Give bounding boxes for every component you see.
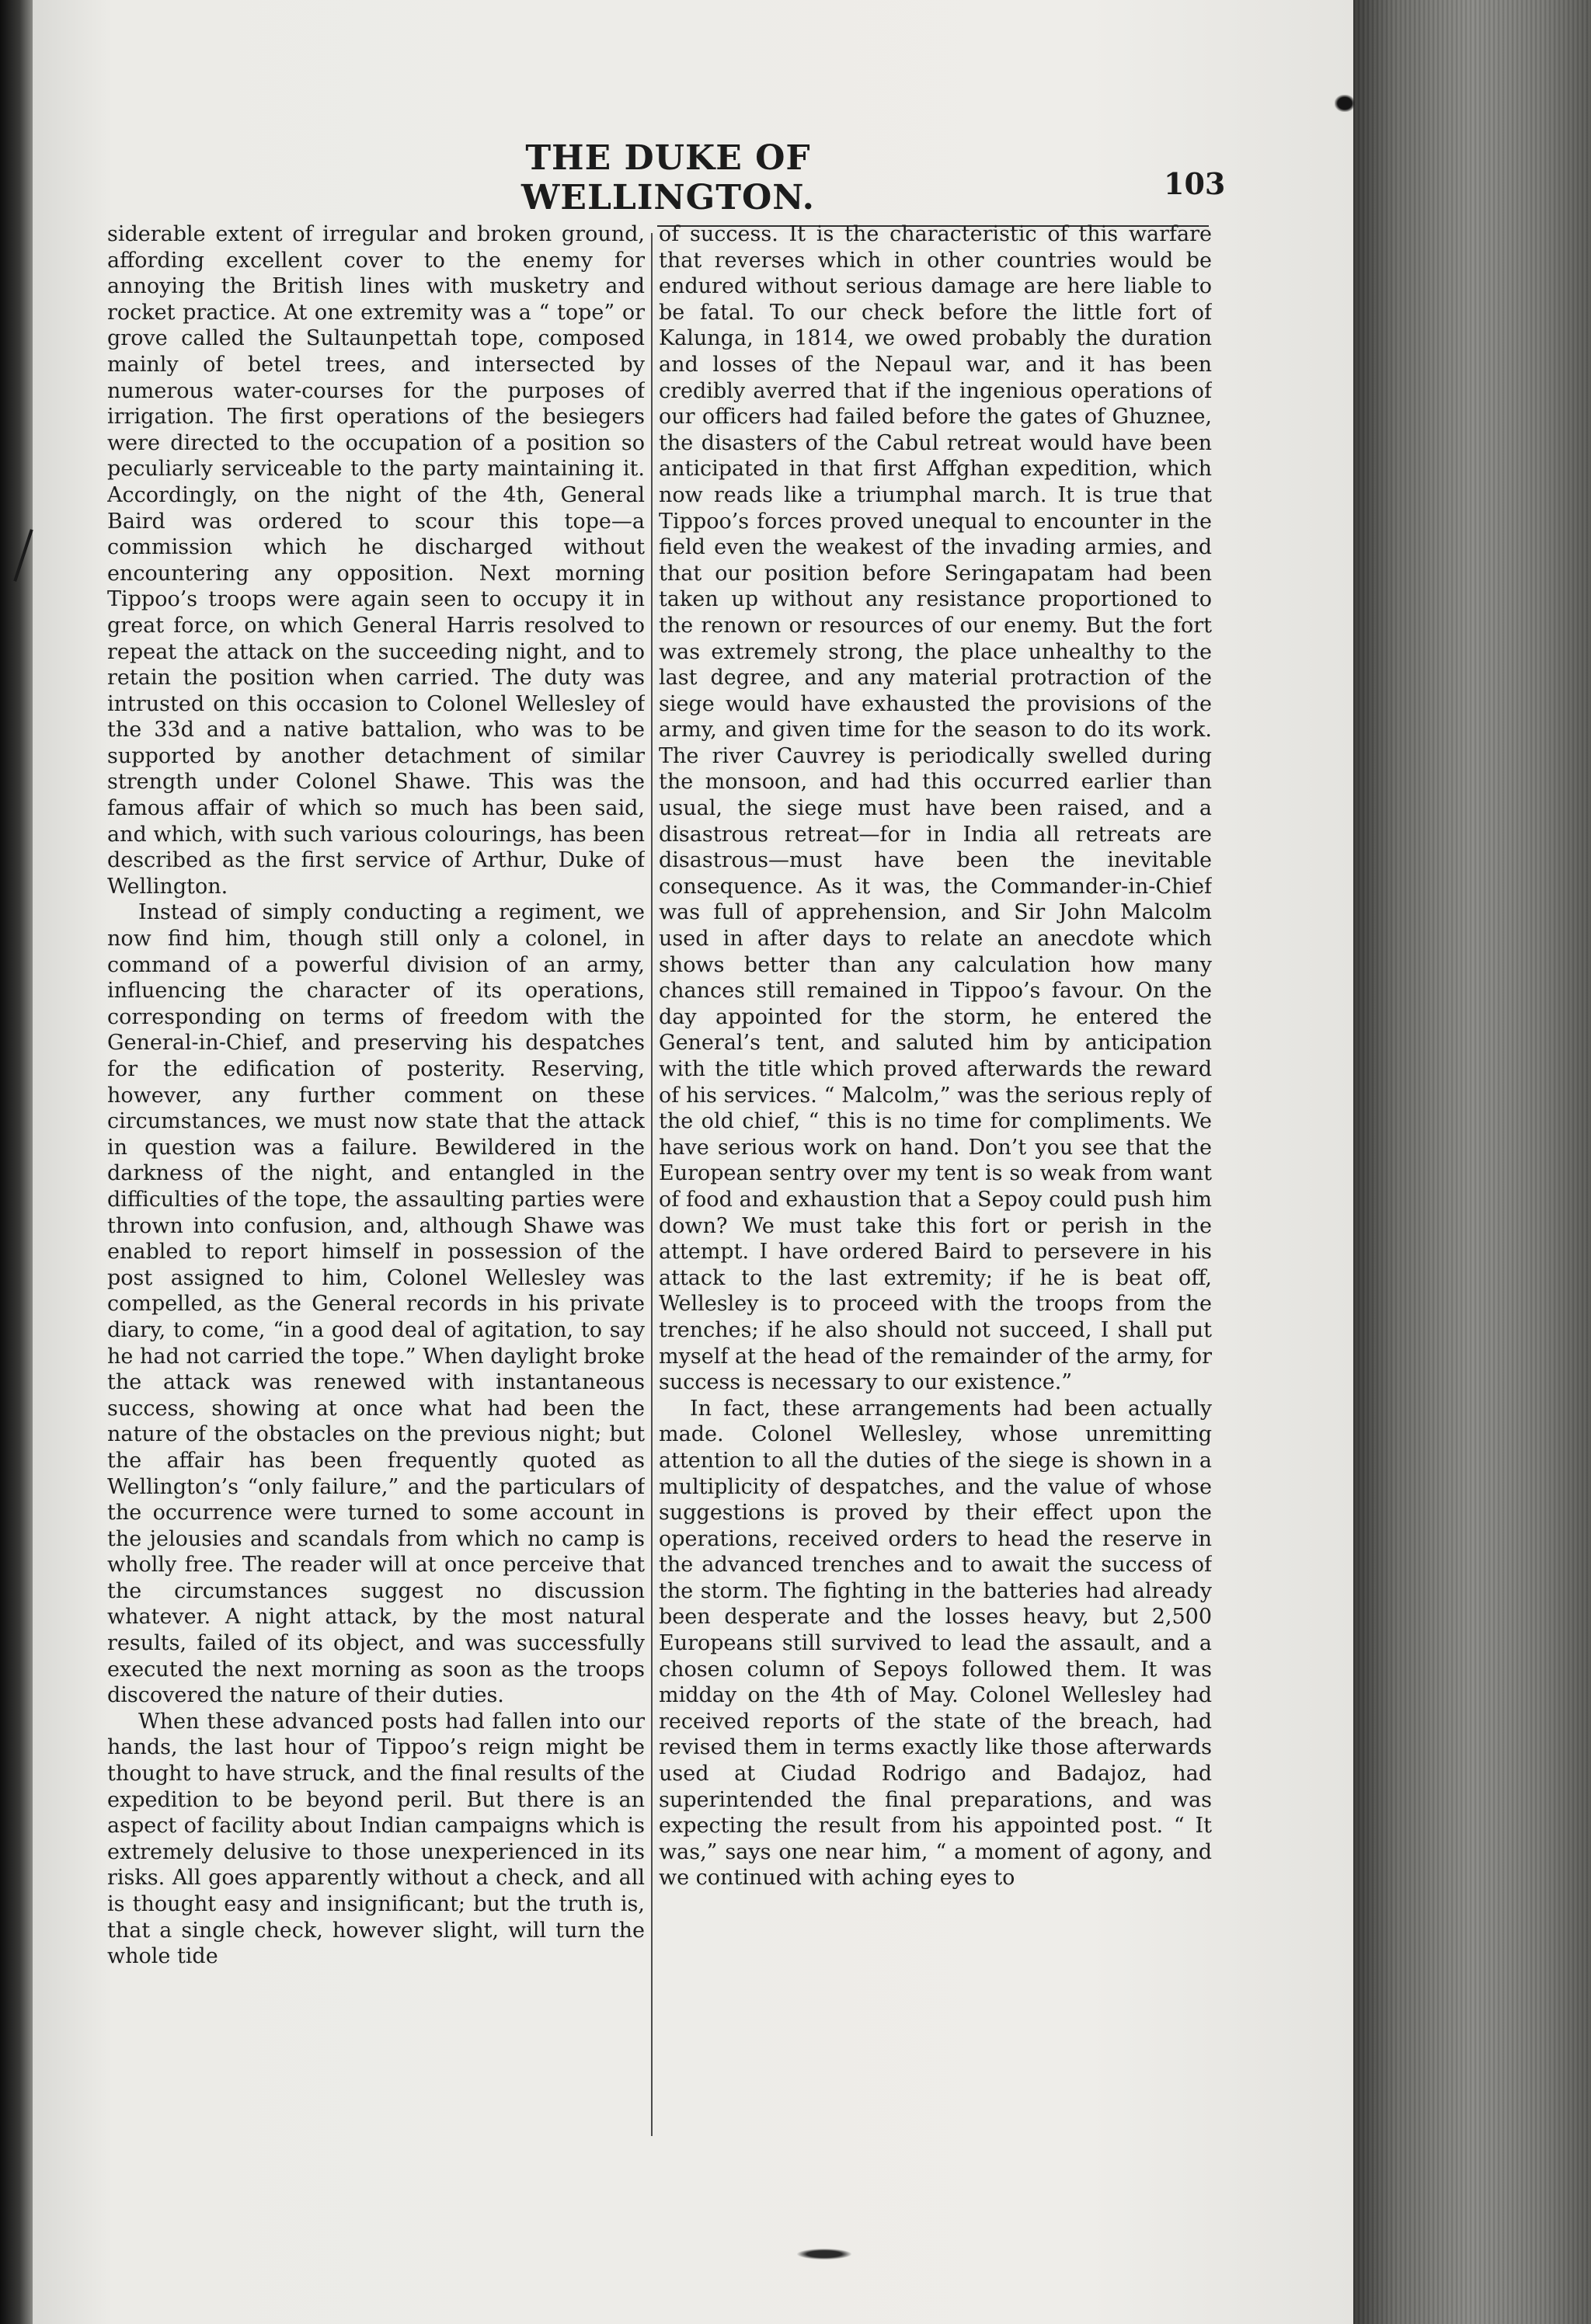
ink-blot [1335, 95, 1355, 112]
column-rule [651, 233, 653, 2136]
paragraph: Instead of simply conducting a regiment, we now find him, though still only a colonel, in command of a powerful division of an army, influencing the character of its operations, corresponding on terms of freedom with the General-in-Chief, and preserving his despatches for the edification of posterity. Reserving, however, any further comment on these circumstances, we must now state that the attack in question was a failure. Bewildered in the darkness of the night, and entangled in the difficulties of the tope, the assaulting parties were thrown into confusion, and, although Shawe was enabled to report himself in possession of the post assigned to him, Colonel Wellesley was compelled, as the General records in his private diary, to come, “in a good deal of agitation, to say he had not carried the tope.” When daylight broke the attack was renewed with instantaneous success, showing at once what had been the nature of the obstacles on the previous night; but the affair has been frequently quoted as Wellington’s “only failure,” and the particulars of the occurrence were turned to some account in the jelousies and scandals from which no camp is wholly free. The reader will at once perceive that the circumstances suggest no discussion whatever. A night attack, by the most natural results, failed of its object, and was successfully executed the next morning as soon as the troops discovered the nature of their duties. [107, 900, 645, 1708]
left-column [107, 221, 645, 2132]
paragraph: In fact, these arrangements had been actually made. Colonel Wellesley, whose unremitting attention to all the duties of the siege is shown in a multiplicity of despatches, and the value of whose suggestions is proved by their effect upon the operations, received orders to head the reserve in the advanced trenches and to await the success of the storm. The fighting in the batteries had already been desperate and the losses heavy, but 2,500 Europeans still survived to lead the assault, and a chosen column of Sepoys followed them. It was midday on the 4th of May. Colonel Wellesley had received reports of the state of the breach, had revised them in terms exactly like those afterwards used at Ciudad Rodrigo and Badajoz, had superintended the final preparations, and was expecting the result from his appointed post. “ It was,” says one near him, “ a moment of agony, and we continued with aching eyes to [659, 1396, 1212, 1891]
paragraph: of success. It is the characteristic of this warfare that reverses which in other countries would be endured without serious damage are here liable to be fatal. To our check before the little fort of Kalunga, in 1814, we owed probably the duration and losses of the Nepaul war, and it has been credibly averred that if the ingenious operations of our officers had failed before the gates of Ghuznee, the disasters of the Cabul retreat would have been anticipated in that first Affghan expedition, which now reads like a triumphal march. It is true that Tippoo’s forces proved unequal to encounter in the field even the weakest of the invading armies, and that our position before Seringapatam had been taken up without any resistance proportioned to the renown or resources of our enemy. But the fort was extremely strong, the place unhealthy to the last degree, and any material protraction of the siege would have exhausted the provisions of the army, and given time for the season to do its work. The river Cauvrey is periodically swelled during the monsoon, and had this occurred earlier than usual, the siege must have been raised, and a disastrous retreat—for in India all retreats are disastrous—must have been the inevitable consequence. As it was, the Commander-in-Chief was full of apprehension, and Sir John Malcolm used in after days to relate an anecdote which shows better than any calculation how many chances still remained in Tippoo’s favour. On the day appointed for the storm, he entered the General’s tent, and saluted him by anticipation with the title which proved afterwards the reward of his services. “ Malcolm,” was the serious reply of the old chief, “ this is no time for compliments. We have serious work on hand. Don’t you see that the European sentry over my tent is so weak from want of food and exhaustion that a Sepoy could push him down? We must take this fort or perish in the attempt. I have ordered Baird to persevere in his attack to the last extremity; if he is beat off, Wellesley is to proceed with the troops from the trenches; if he also should not succeed, I shall put myself at the head of the remainder of the army, for success is necessary to our existence.” [659, 222, 1212, 1395]
scan-left-edge [0, 0, 33, 2324]
paragraph: When these advanced posts had fallen into our hands, the last hour of Tippoo’s reign might be thought to have struck, and the final results of the expedition to be beyond peril. But there is an aspect of facility about Indian campaigns which is extremely delusive to those unexperienced in its risks. All goes apparently without a check, and all is thought easy and insignificant; but the truth is, that a single check, however slight, will turn the whole tide [107, 1709, 645, 1969]
running-title: THE DUKE OF WELLINGTON. [521, 138, 815, 217]
paragraph: siderable extent of irregular and broken ground, affording excellent cover to the enemy for annoying the British lines with musketry and rocket practice. At one extremity was a “ tope” or grove called the Sultaunpettah tope, composed mainly of betel trees, and intersected by numerous water-courses for the purposes of irrigation. The first operations of the besiegers were directed to the occupation of a position so peculiarly serviceable to the party maintaining it. Accordingly, on the night of the 4th, General Baird was ordered to scour this tope—a commission which he discharged without encountering any opposition. Next morning Tippoo’s troops were again seen to occupy it in great force, on which General Harris resolved to repeat the attack on the succeeding night, and to retain the position when carried. The duty was intrusted on this occasion to Colonel Wellesley of the 33d and a native battalion, who was to be supported by another detachment of similar strength under Colonel Shawe. This was the famous affair of which so much has been said, and which, with such various colourings, has been described as the first service of Arthur, Duke of Wellington. [107, 222, 645, 899]
printer-ornament [797, 2249, 851, 2260]
book-page-edges [1353, 0, 1591, 2324]
page-number: 103 [1164, 166, 1226, 201]
right-column [659, 221, 1212, 2132]
